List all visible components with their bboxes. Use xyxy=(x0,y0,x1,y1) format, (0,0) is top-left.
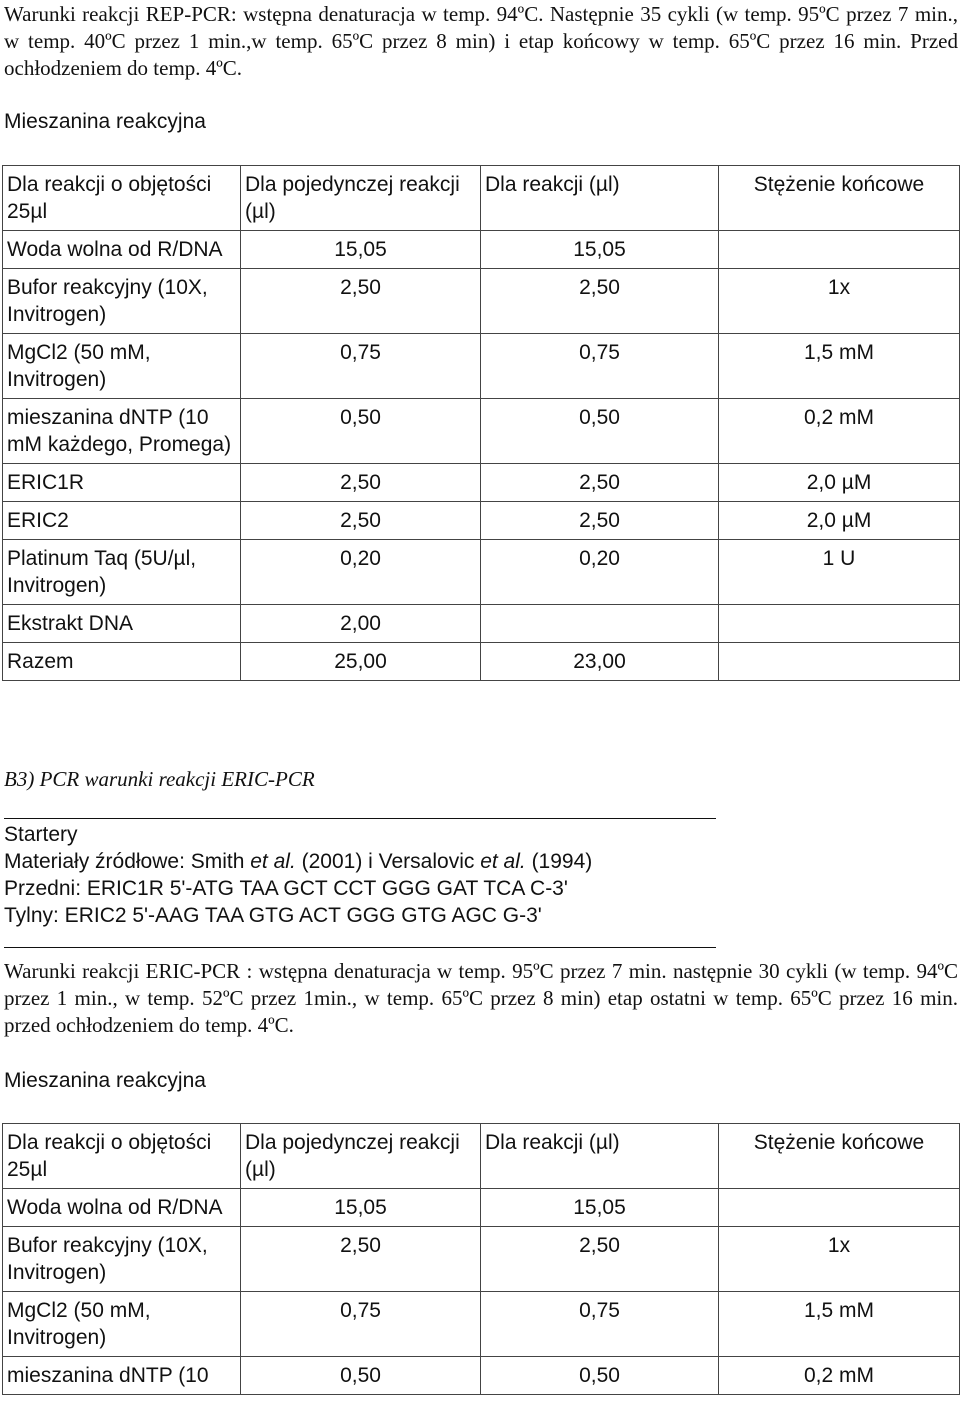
header-cell: Stężenie końcowe xyxy=(719,166,960,231)
primer-reverse: Tylny: ERIC2 5'-AAG TAA GTG ACT GGG GTG AGC G-3' xyxy=(4,904,542,927)
primers-title: Startery xyxy=(4,823,78,846)
reagent-cell: mieszanina dNTP (10 mM każdego, Promega) xyxy=(3,399,241,464)
value-cell: 15,05 xyxy=(241,231,481,269)
value-cell: 0,75 xyxy=(241,1292,481,1357)
sources-prefix: Materiały źródłowe: Smith xyxy=(4,850,251,873)
concentration-cell: 1,5 mM xyxy=(719,1292,960,1357)
value-cell: 2,50 xyxy=(241,464,481,502)
value-cell: 0,75 xyxy=(481,1292,719,1357)
value-cell: 2,50 xyxy=(241,1227,481,1292)
concentration-cell: 1x xyxy=(719,269,960,334)
eric-pcr-conditions: Warunki reakcji ERIC-PCR : wstępna denaturacja w temp. 95ºC przez 7 min. następnie 30 cykli (w temp. 94ºC przez 1 min., w temp. 52ºC przez 1min., w temp. 65ºC przez 8 min) etap ostatni w temp. 65ºC przez 16 min. przed ochłodzeniem do temp. 4ºC. xyxy=(4,959,958,1037)
primer-forward: Przedni: ERIC1R 5'-ATG TAA GCT CCT GGG GAT TCA C-3' xyxy=(4,877,568,900)
value-cell: 2,00 xyxy=(241,605,481,643)
concentration-cell: 1,5 mM xyxy=(719,334,960,399)
value-cell: 0,50 xyxy=(481,1357,719,1395)
table-row xyxy=(3,643,960,681)
value-cell: 0,20 xyxy=(241,540,481,605)
value-cell: 15,05 xyxy=(241,1189,481,1227)
divider-bottom xyxy=(4,947,716,948)
reaction-mix-table-a xyxy=(2,165,960,681)
concentration-cell: 0,2 mM xyxy=(719,1357,960,1395)
sources-et-al: et al. xyxy=(250,850,296,873)
reagent-cell: Woda wolna od R/DNA xyxy=(3,231,241,269)
value-cell: 0,20 xyxy=(481,540,719,605)
concentration-cell: 1 U xyxy=(719,540,960,605)
concentration-cell xyxy=(719,605,960,643)
table-row xyxy=(3,464,960,502)
reagent-cell: Razem xyxy=(3,643,241,681)
reagent-cell: MgCl2 (50 mM, Invitrogen) xyxy=(3,334,241,399)
table-row xyxy=(3,334,960,399)
table-row xyxy=(3,269,960,334)
table-row xyxy=(3,540,960,605)
concentration-cell: 1x xyxy=(719,1227,960,1292)
primer-sources xyxy=(4,848,958,875)
header-cell: Dla pojedynczej reakcji (µl) xyxy=(241,1124,481,1189)
concentration-cell xyxy=(719,1189,960,1227)
table-row xyxy=(3,1189,960,1227)
table-header-row xyxy=(3,166,960,231)
value-cell: 15,05 xyxy=(481,1189,719,1227)
mix-title-b: Mieszanina reakcyjna xyxy=(4,1069,206,1092)
reagent-cell: Woda wolna od R/DNA xyxy=(3,1189,241,1227)
value-cell: 0,50 xyxy=(241,1357,481,1395)
concentration-cell: 2,0 µM xyxy=(719,502,960,540)
value-cell: 2,50 xyxy=(481,269,719,334)
table-header-row xyxy=(3,1124,960,1189)
reagent-cell: MgCl2 (50 mM, Invitrogen) xyxy=(3,1292,241,1357)
concentration-cell: 0,2 mM xyxy=(719,399,960,464)
reagent-cell: Ekstrakt DNA xyxy=(3,605,241,643)
header-cell: Dla reakcji (µl) xyxy=(481,166,719,231)
value-cell: 2,50 xyxy=(241,269,481,334)
sources-mid: (2001) i Versalovic xyxy=(295,850,481,873)
table-row xyxy=(3,502,960,540)
reagent-cell: Platinum Taq (5U/µl, Invitrogen) xyxy=(3,540,241,605)
concentration-cell xyxy=(719,231,960,269)
sources-suffix: (1994) xyxy=(525,850,593,873)
header-cell: Stężenie końcowe xyxy=(719,1124,960,1189)
reagent-cell: Bufor reakcyjny (10X, Invitrogen) xyxy=(3,269,241,334)
divider-top xyxy=(4,818,716,819)
value-cell: 0,75 xyxy=(241,334,481,399)
value-cell: 2,50 xyxy=(481,464,719,502)
header-cell: Dla reakcji o objętości 25µl xyxy=(3,166,241,231)
table-row xyxy=(3,399,960,464)
concentration-cell xyxy=(719,643,960,681)
table-row xyxy=(3,1227,960,1292)
value-cell: 0,50 xyxy=(481,399,719,464)
sources-et-al: et al. xyxy=(480,850,526,873)
value-cell xyxy=(481,605,719,643)
value-cell: 15,05 xyxy=(481,231,719,269)
reagent-cell: ERIC1R xyxy=(3,464,241,502)
reagent-cell: Bufor reakcyjny (10X, Invitrogen) xyxy=(3,1227,241,1292)
value-cell: 0,75 xyxy=(481,334,719,399)
reagent-cell: mieszanina dNTP (10 xyxy=(3,1357,241,1395)
reaction-mix-table-b xyxy=(2,1123,960,1395)
table-row xyxy=(3,231,960,269)
section-b3-heading xyxy=(4,766,958,793)
concentration-cell: 2,0 µM xyxy=(719,464,960,502)
value-cell: 2,50 xyxy=(241,502,481,540)
value-cell: 0,50 xyxy=(241,399,481,464)
value-cell: 23,00 xyxy=(481,643,719,681)
table-row xyxy=(3,1357,960,1395)
header-cell: Dla reakcji (µl) xyxy=(481,1124,719,1189)
table-row xyxy=(3,1292,960,1357)
section-b3-heading-text: B3) PCR warunki reakcji ERIC-PCR xyxy=(4,767,315,791)
table-row xyxy=(3,605,960,643)
header-cell: Dla pojedynczej reakcji (µl) xyxy=(241,166,481,231)
header-cell: Dla reakcji o objętości 25µl xyxy=(3,1124,241,1189)
rep-pcr-conditions: Warunki reakcji REP-PCR: wstępna denaturacja w temp. 94ºC. Następnie 35 cykli (w temp. 95ºC przez 7 min., w temp. 40ºC przez 1 min.,w temp. 65ºC przez 8 min) i etap końcowy w temp. 65ºC przez 16 min. Przed ochłodzeniem do temp. 4ºC. xyxy=(4,2,958,80)
value-cell: 2,50 xyxy=(481,1227,719,1292)
value-cell: 25,00 xyxy=(241,643,481,681)
mix-title-a: Mieszanina reakcyjna xyxy=(4,110,206,133)
reagent-cell: ERIC2 xyxy=(3,502,241,540)
value-cell: 2,50 xyxy=(481,502,719,540)
